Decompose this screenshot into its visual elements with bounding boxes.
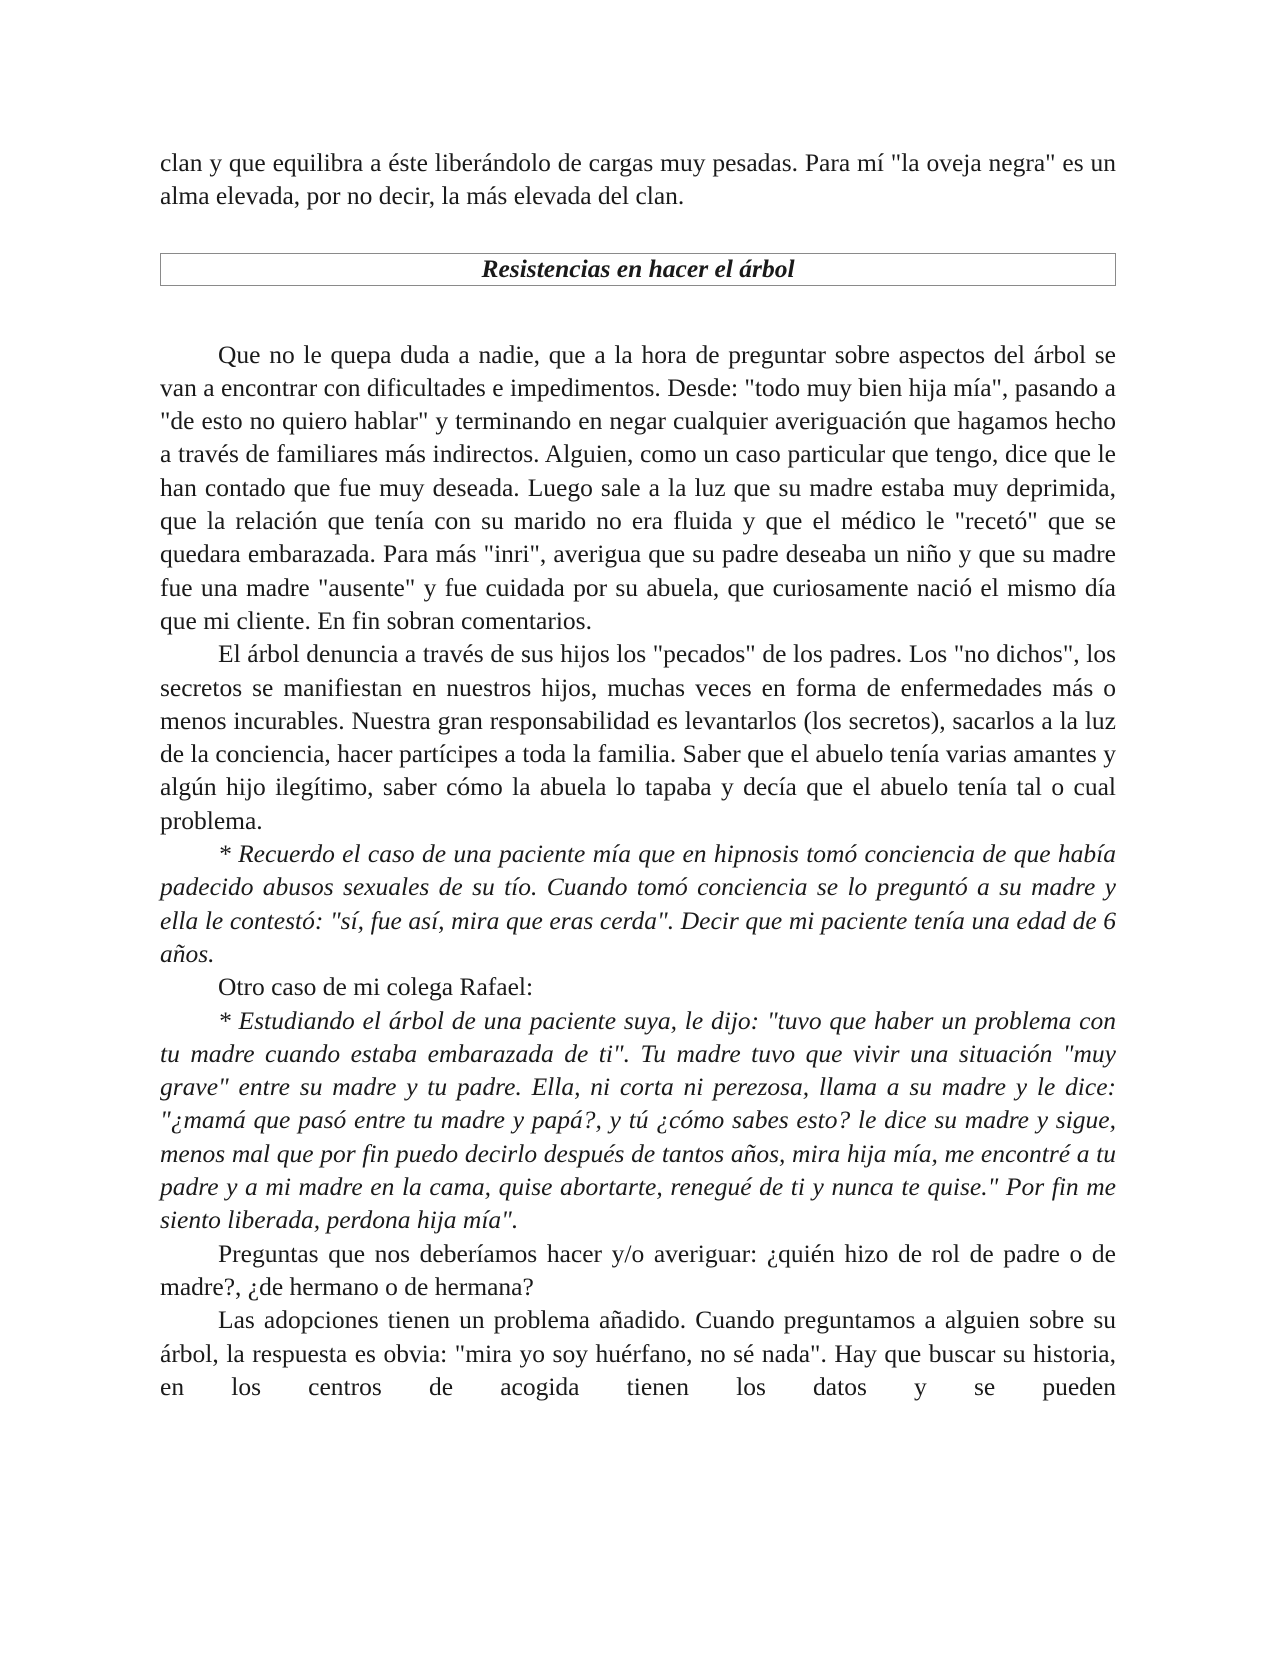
paragraph-adoptions: Las adopciones tienen un problema añadido. Cuando preguntamos a alguien sobre su árbol, la respuesta es obvia: "mira yo soy huérfano, no sé nada". Hay que buscar su historia, en los centros de acogida tienen los datos y se pueden (160, 1305, 1116, 1401)
paragraph-questions: Preguntas que nos deberíamos hacer y/o averiguar: ¿quién hizo de rol de padre o de madre?, ¿de hermano o de hermana? (160, 1238, 1116, 1301)
section-title: Resistencias en hacer el árbol (481, 254, 795, 284)
paragraph-resistances: Que no le quepa duda a nadie, que a la hora de preguntar sobre aspectos del árbol se van a encontrar con dificultades e impedimentos. Desde: "todo muy bien hija mía", pasando a "de esto no quiero hablar" y terminando en negar cualquier averiguación que hagamos hecho a través de familiares más indirectos. Alguien, como un caso particular que tengo, dice que le han contado que fue muy deseada. Luego sale a la luz que su madre estaba muy deprimida, que la relación que tenía con su marido no era fluida y que el médico le "recetó" que se quedara embarazada. Para más "inri", averigua que su padre deseaba un niño y que su madre fue una madre "ausente" y fue cuidada por su abuela, que curiosamente nació el mismo día que mi cliente. En fin sobran comentarios. (160, 339, 1116, 635)
paragraph-tree-denounces: El árbol denuncia a través de sus hijos los "pecados" de los padres. Los "no dichos", los secretos se manifiestan en nuestros hijos, muchas veces en forma de enfermedades más o menos incurables. Nuestra gran responsabilidad es levantarlos (los secretos), sacarlos a la luz de la conciencia, hacer partícipes a toda la familia. Saber que el abuelo tenía varias amantes y algún hijo ilegítimo, saber cómo la abuela lo tapaba y decía que el abuelo tenía tal o cual problema. (160, 639, 1116, 835)
paragraph-case-hypnosis: * Recuerdo el caso de una paciente mía que en hipnosis tomó conciencia de que había padecido abusos sexuales de su tío. Cuando tomó conciencia se lo preguntó a su madre y ella le contestó: "sí, fue así, mira que eras cerda". Decir que mi paciente tenía una edad de 6 años. (160, 839, 1116, 968)
paragraph-continued: clan y que equilibra a éste liberándolo de cargas muy pesadas. Para mí "la oveja negra" es un alma elevada, por no decir, la más elevada del clan. (160, 148, 1116, 211)
paragraph-case-rafael: * Estudiando el árbol de una paciente suya, le dijo: "tuvo que haber un problema con tu madre cuando estaba embarazada de ti". Tu madre tuvo que vivir una situación "muy grave" entre su madre y tu padre. Ella, ni corta ni perezosa, llama a su madre y le dice: "¿mamá que pasó entre tu madre y papá?, y tú ¿cómo sabes esto? le dice su madre y sigue, menos mal que por fin puedo decirlo después de tantos años, mira hija mía, me encontré a tu padre y a mi madre en la cama, quise abortarte, renegué de ti y nunca te quise." Por fin me siento liberada, perdona hija mía". (160, 1005, 1116, 1235)
page-content (160, 146, 1116, 1403)
paragraph-colleague-case-intro: Otro caso de mi colega Rafael: (218, 972, 534, 1002)
section-heading-box (160, 253, 1116, 286)
